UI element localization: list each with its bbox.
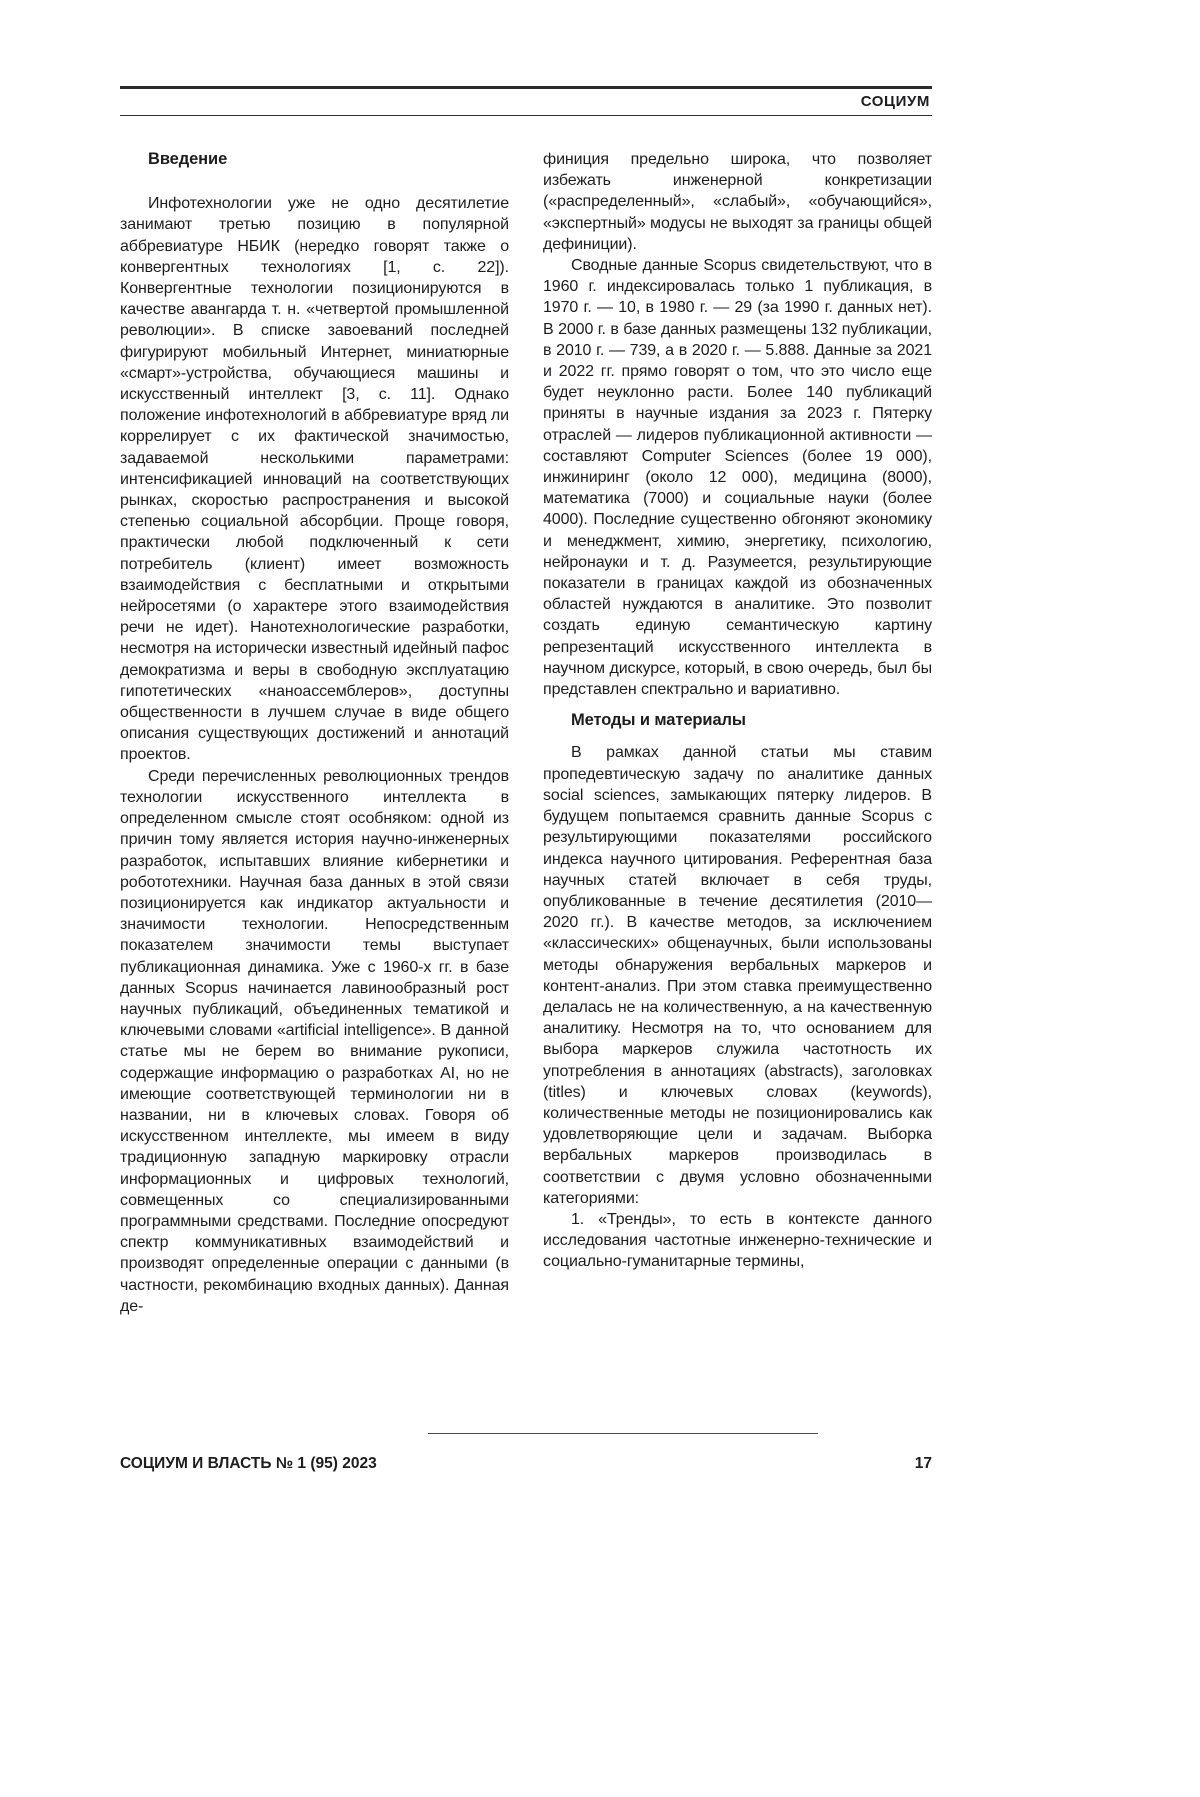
left-column [120,149,509,1317]
body-paragraph: Среди перечисленных революционных трендов технологии искусственного интеллекта в определенном смысле стоят особняком: одной из причин тому является история научно-инженерных разработок, испытавших влияние кибернетики и робототехники. Научная база данных в этой связи позиционируется как индикатор актуальности и значимости технологии. Непосредственным показателем значимости темы выступает публикационная динамика. Уже с 1960-х гг. в базе данных Scopus начинается лавинообразный рост научных публикаций, объединенных тематикой и ключевыми словами «artificial intelligence». В данной статье мы не берем во внимание рукописи, содержащие информацию о разработках AI, но не имеющие соответствующей терминологии ни в названии, ни в ключевых словах. Говоря об искусственном интеллекте, мы имеем в виду традиционную западную маркировку отрасли информационных и цифровых технологий, совмещенных со специализированными программными средствами. Последние опосредуют спектр коммуникативных взаимодействий и производят определенные операции с данными (в частности, рекомбинацию входных данных). Данная де- [120,767,509,1315]
header-rubric: СОЦИУМ [860,93,930,110]
footer-page-number: 17 [914,1455,932,1472]
footer-divider [428,1433,818,1434]
page-content [120,86,932,1317]
body-paragraph-continuation: финиция предельно широка, что позволяет избежать инженерной конкретизации («распределенный», «слабый», «обучающийся», «экспертный» модусы не выходят за границы общей дефиниции). [543,151,932,253]
body-paragraph: 1. «Тренды», то есть в контексте данного исследования частотные инженерно-технические и социально-гуманитарные термины, [543,1210,932,1271]
footer-journal-title: СОЦИУМ И ВЛАСТЬ № 1 (95) 2023 [120,1455,377,1472]
body-paragraph: В рамках данной статьи мы ставим пропедевтическую задачу по аналитике данных social sciences, замыкающих пятерку лидеров. В будущем попытаемся сравнить данные Scopus с результирующими показателями российского индекса научного цитирования. Референтная база научных статей включает в себя труды, опубликованные в течение десятилетия (2010—2020 гг.). В качестве методов, за исключением «классических» общенаучных, были использованы методы обнаружения вербальных маркеров и контент-анализ. При этом ставка преимущественно делалась не на количественную, а на качественную аналитику. Несмотря на то, что основанием для выбора маркеров служила частотность их употребления в аннотациях (abstracts), заголовках (titles) и ключевых словах (keywords), количественные методы не позиционировались как удовлетворяющие цели и задачам. Выборка вербальных маркеров производилась в соответствии с двумя условно обозначенными категориями: [543,744,932,1207]
body-paragraph: Инфотехнологии уже не одно десятилетие занимают третью позицию в популярной аббревиатуре НБИК (нередко говорят также о конвергентных технологиях [1, с. 22]). Конвергентные технологии позиционируются в качестве авангарда т. н. «четвертой промышленной революции». В списке завоеваний последней фигурируют мобильный Интернет, миниатюрные «смарт»-устройства, обучающиеся машины и искусственный интеллект [3, с. 11]. Однако положение инфотехнологий в аббревиатуре вряд ли коррелирует с их фактической значимостью, задаваемой несколькими параметрами: интенсификацией инноваций на соответствующих рынках, скоростью распространения и высокой степенью социальной абсорбции. Проще говоря, практически любой подключенный к сети потребитель (клиент) имеет возможность взаимодействия с бесплатными и открытыми нейросетями (о характере этого взаимодействия речи не идет). Нанотехнологические разработки, несмотря на исторически известный идейный пафос демократизма и веры в свободную эксплуатацию гипотетических «наноассемблеров», доступны общественности в лучшем случае в виде общего описания существующих достижений и аннотаций проектов. [120,195,509,764]
page-header [120,86,932,116]
right-column [543,149,932,1317]
section-heading-methods: Методы и материалы [571,711,746,730]
body-paragraph: Сводные данные Scopus свидетельствуют, что в 1960 г. индексировалась только 1 публикация, в 1970 г. — 10, в 1980 г. — 29 (за 1990 г. данных нет). В 2000 г. в базе данных размещены 132 публикации, в 2010 г. — 739, а в 2020 г. — 5.888. Данные за 2021 и 2022 гг. прямо говорят о том, что это число еще будет неуклонно расти. Более 140 публикаций приняты в научные издания за 2023 г. Пятерку отраслей — лидеров публикационной активности — составляют Computer Sciences (более 19 000), инжиниринг (около 12 000), медицина (8000), математика (7000) и социальные науки (более 4000). Последние существенно обгоняют экономику и менеджмент, химию, энергетику, психологию, нейронауки и т. д. Разумеется, результирующие показатели в границах каждой из обозначенных областей нуждаются в аналитике. Это позволит создать единую семантическую картину репрезентаций искусственного интеллекта в научном дискурсе, который, в свою очередь, был бы представлен спектрально и вариативно. [543,257,932,699]
page-footer [120,1455,932,1473]
two-column-text [120,149,932,1317]
section-heading-introduction: Введение [148,150,228,168]
